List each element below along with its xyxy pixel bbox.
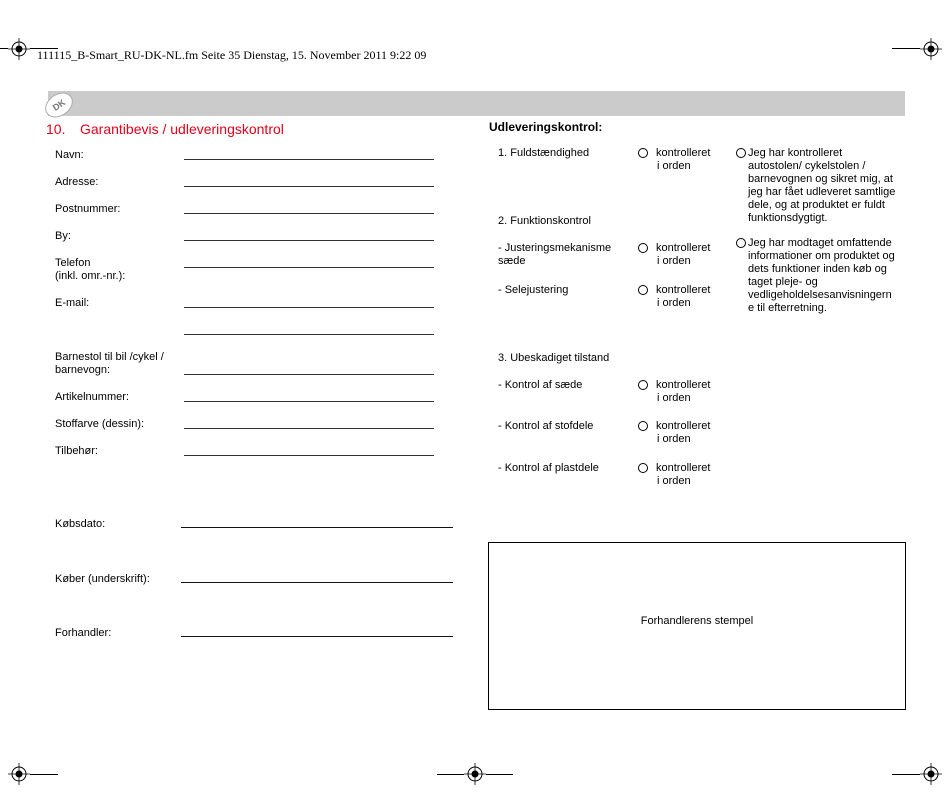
check-label: kontrolleret i orden [656, 242, 711, 267]
postcode-field[interactable] [184, 213, 434, 214]
confirm-statement-2: Jeg har modtaget omfattende informationer om produktet og dets funktioner inden køb og taget pleje- og vedligeholdelsesanvisningern e til efterretning. [748, 237, 895, 314]
article-label: Artikelnummer: [55, 391, 129, 403]
buyer-signature-field[interactable] [181, 582, 453, 583]
file-header: 111115_B-Smart_RU-DK-NL.fm Seite 35 Dienstag, 15. November 2011 9:22 09 [37, 48, 427, 62]
seat-label: Barnestol til bil /cykel / barnevogn: [55, 351, 164, 376]
confirm-statement-1: Jeg har kontrolleret autostolen/ cykelstolen / barnevognen og sikret mig, at jeg har fået udleveret samtlige dele, og at produktet er fuldt funktionsdygtigt. [748, 147, 896, 224]
buyer-label: Køber (underskrift): [55, 573, 150, 585]
name-label: Navn: [55, 149, 84, 161]
fabric-label: Stoffarve (dessin): [55, 418, 145, 430]
check-circle-icon[interactable] [638, 285, 648, 295]
name-field[interactable] [184, 159, 434, 160]
check-label: kontrolleret i orden [656, 420, 711, 445]
email-label: E-mail: [55, 297, 90, 309]
registration-mark-icon [8, 763, 30, 785]
section-number: 10. [46, 121, 66, 137]
email-field-extra[interactable] [184, 334, 434, 335]
fabric-field[interactable] [184, 428, 434, 429]
section-bar [48, 91, 905, 116]
check-circle-icon[interactable] [638, 243, 648, 253]
city-field[interactable] [184, 240, 434, 241]
email-field[interactable] [184, 307, 434, 308]
registration-mark-icon [464, 763, 486, 785]
crop-mark [892, 48, 920, 49]
section-title [46, 121, 284, 137]
crop-mark [0, 48, 8, 49]
language-badge: DK [40, 87, 77, 122]
accessories-field[interactable] [184, 455, 434, 456]
city-label: By: [55, 230, 71, 242]
accessories-label: Tilbehør: [55, 445, 98, 457]
postcode-label: Postnummer: [55, 203, 121, 215]
dealer-stamp-label: Forhandlerens stempel [640, 615, 754, 627]
purchase-date-label: Købsdato: [55, 518, 106, 530]
item-seat-check: - Kontrol af sæde [498, 379, 583, 391]
crop-mark [892, 774, 920, 775]
dealer-label: Forhandler: [55, 627, 112, 639]
check-label: kontrolleret i orden [656, 379, 711, 404]
registration-mark-icon [920, 38, 942, 60]
item-function-check: 2. Funktionskontrol [498, 215, 591, 227]
confirm-circle-icon[interactable] [736, 238, 746, 248]
registration-mark-icon [8, 38, 30, 60]
phone-label: Telefon (inkl. omr.-nr.): [55, 257, 126, 282]
item-fabric-check: - Kontrol af stofdele [498, 420, 594, 432]
delivery-heading: Udleveringskontrol: [489, 120, 603, 134]
item-seat-adjustment: - Justeringsmekanisme sæde [498, 242, 612, 267]
crop-mark [486, 774, 513, 775]
item-belt-adjustment: - Selejustering [498, 284, 569, 296]
address-field[interactable] [184, 186, 434, 187]
article-field[interactable] [184, 401, 434, 402]
check-circle-icon[interactable] [638, 148, 648, 158]
check-circle-icon[interactable] [638, 463, 648, 473]
phone-field[interactable] [184, 267, 434, 268]
registration-mark-icon [920, 763, 942, 785]
purchase-date-field[interactable] [181, 527, 453, 528]
item-completeness: 1. Fuldstændighed [498, 147, 590, 159]
item-undamaged: 3. Ubeskadiget tilstand [498, 352, 610, 364]
confirm-circle-icon[interactable] [736, 148, 746, 158]
seat-field[interactable] [184, 374, 434, 375]
section-title-text: Garantibevis / udleveringskontrol [80, 121, 284, 137]
check-circle-icon[interactable] [638, 380, 648, 390]
crop-mark [437, 774, 464, 775]
address-label: Adresse: [55, 176, 99, 188]
check-label: kontrolleret i orden [656, 284, 711, 309]
check-label: kontrolleret i orden [656, 462, 711, 487]
check-circle-icon[interactable] [638, 421, 648, 431]
dealer-field[interactable] [181, 636, 453, 637]
check-label: kontrolleret i orden [656, 147, 711, 172]
item-plastic-check: - Kontrol af plastdele [498, 462, 599, 474]
crop-mark [30, 774, 58, 775]
